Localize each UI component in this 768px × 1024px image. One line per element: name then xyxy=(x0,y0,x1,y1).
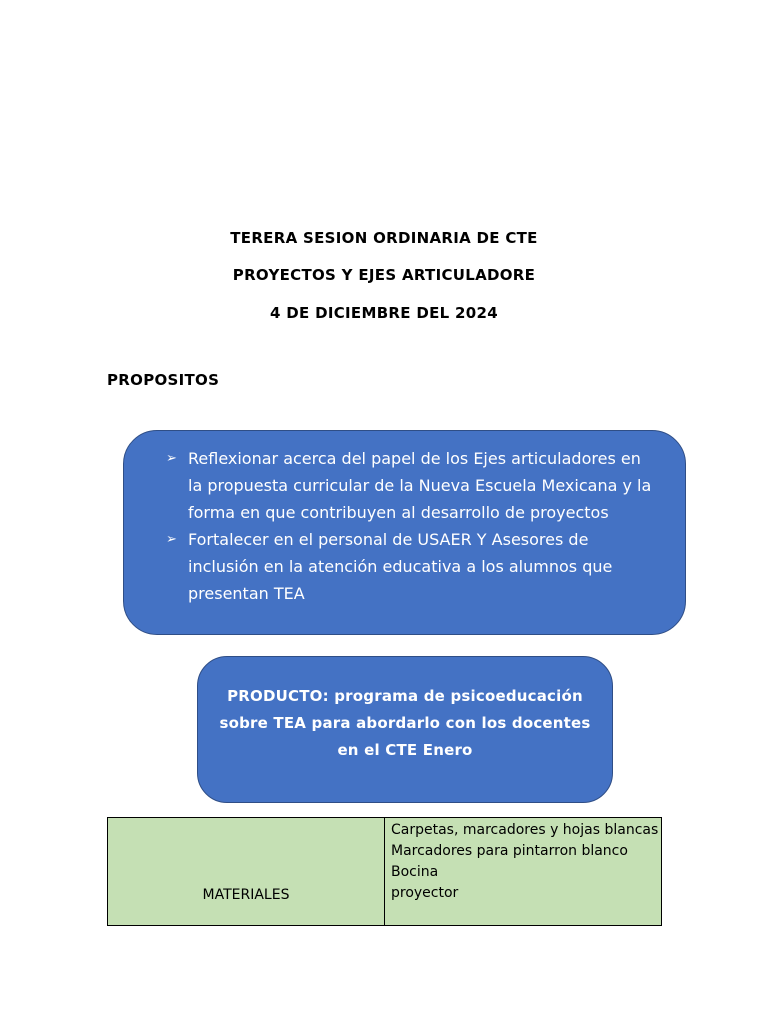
purpose-item xyxy=(166,445,659,526)
arrowhead-bullet-icon: ➢ xyxy=(166,532,177,547)
materials-label-cell xyxy=(108,818,385,926)
purpose-item-text: Fortalecer en el personal de USAER Y Asesores de inclusión en la atención educativa a los alumnos que presentan TEA xyxy=(188,530,613,603)
propositos-heading: PROPOSITOS xyxy=(107,371,220,389)
materials-list-cell xyxy=(385,818,662,926)
list-item: Marcadores para pintarron blanco xyxy=(391,843,628,859)
purposes-list xyxy=(166,445,659,607)
document-title: TERERA SESION ORDINARIA DE CTE xyxy=(230,229,538,247)
product-box xyxy=(197,656,613,803)
list-item: Carpetas, marcadores y hojas blancas xyxy=(391,822,659,838)
purpose-item-text: Reflexionar acerca del papel de los Ejes articuladores en la propuesta curricular de la Nueva Escuela Mexicana y la forma en que contribuyen al desarrollo de proyectos xyxy=(188,449,652,522)
list-item: Bocina xyxy=(391,864,439,880)
purposes-box xyxy=(123,430,686,635)
product-text: PRODUCTO: programa de psicoeducación sobre TEA para abordarlo con los docentes en el CTE Enero xyxy=(219,687,591,759)
materials-label: MATERIALES xyxy=(202,887,290,903)
list-item: proyector xyxy=(391,885,459,901)
materials-table xyxy=(107,817,662,926)
arrowhead-bullet-icon: ➢ xyxy=(166,451,177,466)
purpose-item xyxy=(166,526,659,607)
document-subtitle: PROYECTOS Y EJES ARTICULADORE xyxy=(232,266,536,284)
document-date: 4 DE DICIEMBRE DEL 2024 xyxy=(270,304,498,322)
table-row xyxy=(108,818,662,926)
